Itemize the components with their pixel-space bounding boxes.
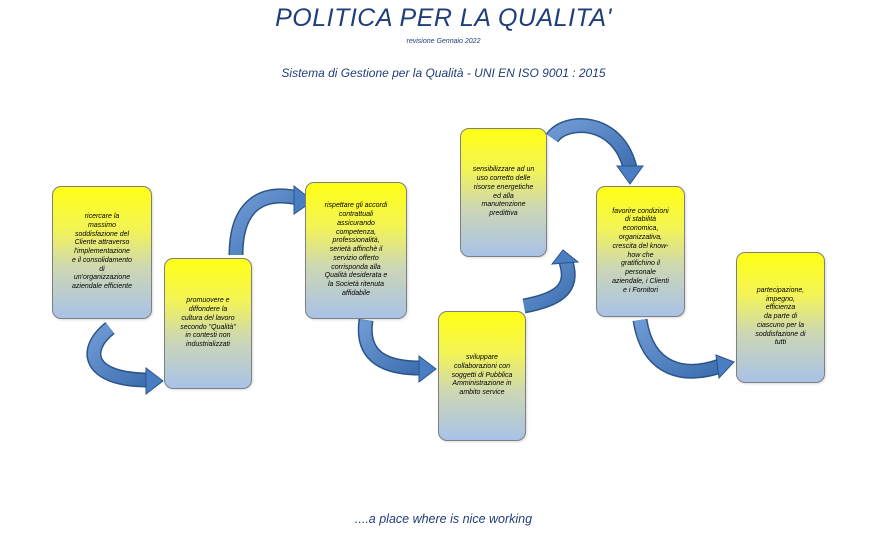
policy-step-5 — [460, 128, 547, 257]
policy-step-3-text: rispettare gli accordi contrattuali assicurando competenza, professionalità, serietà affinchè il servizio offerto corrisponda alla Qualità desiderata e la Società ritenuta affidabile — [324, 202, 388, 298]
flow-arrow-6 — [640, 320, 734, 378]
policy-step-1 — [52, 186, 152, 319]
flow-arrow-1 — [94, 328, 163, 394]
policy-step-4-text: sviluppare collaborazioni con soggetti di Pubblica Amministrazione in ambito service — [451, 354, 513, 397]
policy-step-3 — [305, 182, 407, 319]
policy-step-2 — [164, 258, 252, 389]
flow-arrow-3 — [365, 320, 436, 382]
flow-arrow-4 — [524, 250, 578, 306]
policy-step-5-text: sensibilizzare ad un uso corretto delle risorse energetiche ed alla manutenzione predittiva — [472, 166, 535, 218]
page-subtitle: Sistema di Gestione per la Qualità - UNI EN ISO 9001 : 2015 — [281, 66, 606, 80]
policy-step-6 — [596, 186, 685, 317]
footer-slogan: ....a place where is nice working — [354, 512, 533, 526]
policy-step-1-text: ricercare la massimo soddisfazione del Cliente attraverso l'implementazione e il consolidamento di un'organizzazione aziendale efficiente — [72, 212, 132, 291]
flow-arrow-2 — [236, 186, 313, 255]
flow-arrow-5 — [552, 126, 643, 184]
policy-step-6-text: favorire condizioni di stabilità economica, organizzativa, crescita del know- how che gratifichino il personale aziendale, i Clienti e i Fornitori — [612, 207, 669, 294]
page-title: POLITICA PER LA QUALITA' — [275, 4, 612, 32]
policy-step-4 — [438, 311, 526, 441]
policy-step-7 — [736, 252, 825, 383]
policy-step-2-text: promuovere e diffondere la cultura del lavoro secondo "Qualità" in contesti non industrializzati — [180, 297, 236, 349]
policy-step-7-text: partecipazione, impegno, efficienza da parte di ciascuno per la soddisfazione di tutti — [755, 286, 806, 347]
revision-note: revisione Gennaio 2022 — [406, 38, 481, 45]
